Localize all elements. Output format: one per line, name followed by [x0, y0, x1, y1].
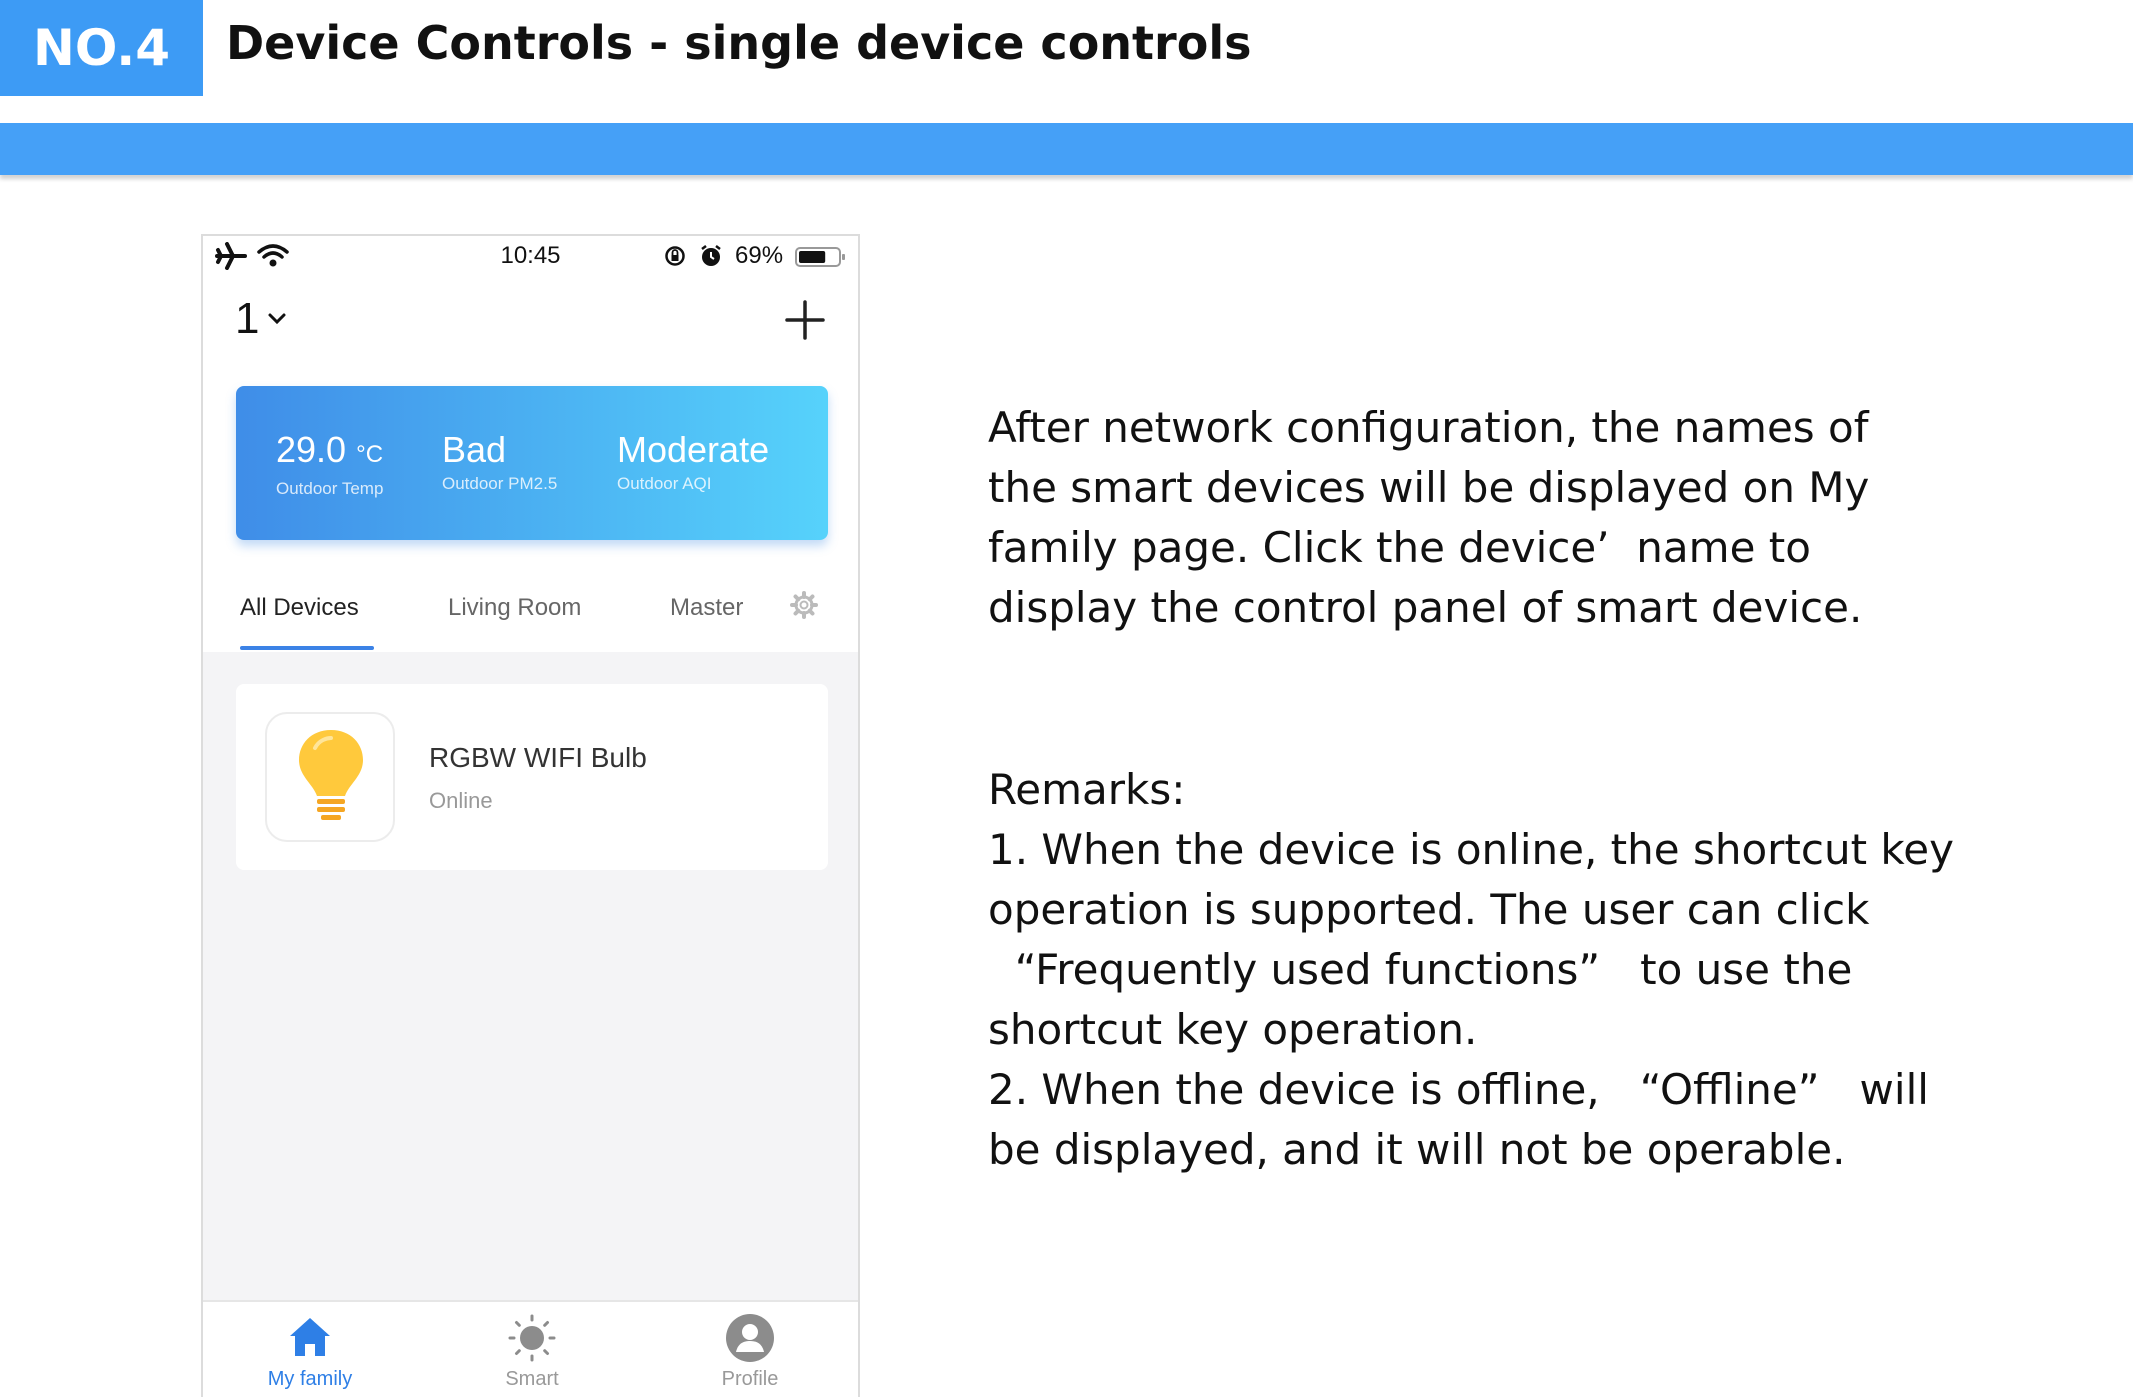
device-status: Online	[429, 788, 493, 813]
tabbar-smart-label: Smart	[505, 1368, 559, 1390]
plus-icon[interactable]	[783, 298, 827, 342]
remarks-line: 2. When the device is offline, “Offline” will	[988, 1065, 1929, 1114]
remarks-title: Remarks:	[988, 765, 1186, 814]
active-tab-indicator	[240, 646, 374, 650]
remarks-line: be displayed, and it will not be operable.	[988, 1125, 1846, 1174]
home-icon	[284, 1312, 336, 1364]
remarks-line: “Frequently used functions” to use the	[988, 945, 1853, 994]
description-line: After network configuration, the names of	[988, 403, 1869, 452]
device-card[interactable]	[236, 684, 828, 870]
phone-screen	[201, 234, 860, 1397]
remarks-text	[988, 760, 1988, 1180]
status-bar	[203, 236, 858, 276]
outdoor-pm25	[442, 430, 557, 494]
tabbar-my-family[interactable]	[230, 1312, 390, 1391]
remarks-line: 1. When the device is online, the shortcut key	[988, 825, 1954, 874]
tabbar-my-family-label: My family	[267, 1368, 353, 1390]
description-line: display the control panel of smart device.	[988, 583, 1863, 632]
battery-icon	[795, 246, 847, 268]
room-tabs	[203, 584, 858, 644]
status-time: 10:45	[500, 242, 561, 269]
remarks-line: shortcut key operation.	[988, 1005, 1478, 1054]
pm25-label: Outdoor PM2.5	[442, 474, 558, 493]
tabbar-profile[interactable]	[670, 1312, 830, 1391]
rotation-lock-icon	[664, 245, 686, 267]
gear-icon[interactable]	[789, 590, 819, 620]
alarm-icon	[699, 244, 723, 268]
tab-all-devices[interactable]: All Devices	[240, 594, 359, 621]
temp-unit: °C	[356, 441, 384, 468]
outdoor-aqi	[617, 430, 769, 494]
tab-living-room[interactable]: Living Room	[448, 594, 582, 621]
home-selector[interactable]	[235, 294, 287, 344]
header-divider-bar	[0, 123, 2133, 175]
temp-label: Outdoor Temp	[276, 479, 384, 498]
chevron-down-icon	[267, 312, 287, 326]
pm25-value: Bad	[442, 429, 507, 470]
tab-master[interactable]: Master	[670, 594, 744, 621]
sun-icon	[506, 1312, 558, 1364]
section-badge: NO.4	[0, 0, 203, 96]
description-line: family page. Click the device’ name to	[988, 523, 1811, 572]
aqi-value: Moderate	[617, 429, 770, 470]
weather-card	[236, 386, 828, 540]
battery-percent: 69%	[735, 242, 784, 269]
profile-icon	[724, 1312, 776, 1364]
aqi-label: Outdoor AQI	[617, 474, 712, 493]
description-line: the smart devices will be displayed on My	[988, 463, 1870, 512]
device-name[interactable]: RGBW WIFI Bulb	[429, 742, 647, 773]
tabbar-smart[interactable]	[452, 1312, 612, 1391]
home-name: 1	[235, 294, 260, 343]
device-list	[203, 652, 858, 1302]
device-icon-box	[265, 712, 395, 842]
page-title: Device Controls - single device controls	[226, 16, 1252, 70]
bulb-icon	[295, 726, 367, 830]
description-text	[988, 398, 1988, 638]
bottom-tab-bar	[203, 1300, 858, 1397]
outdoor-temp	[276, 430, 383, 499]
tabbar-profile-label: Profile	[721, 1368, 779, 1390]
temp-value: 29.0	[276, 429, 347, 470]
remarks-line: operation is supported. The user can click	[988, 885, 1870, 934]
